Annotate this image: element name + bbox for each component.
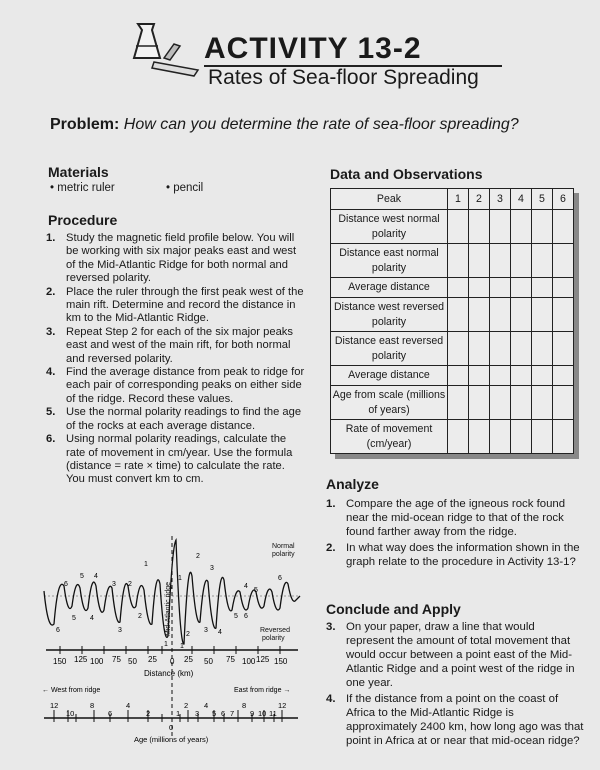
answer-cell[interactable] xyxy=(490,298,511,332)
distance-tick-label: 25 xyxy=(148,655,157,664)
answer-cell[interactable] xyxy=(490,278,511,298)
age-tick-label: 12 xyxy=(50,701,59,710)
table-row xyxy=(331,244,574,278)
problem-statement xyxy=(50,116,519,134)
question-item: 1. Compare the age of the igneous rock found near the mid-ocean ridge to that of the rock found farther away from the ridge. xyxy=(326,498,566,538)
peak-label: 6 xyxy=(64,581,68,588)
distance-tick-label: 50 xyxy=(128,657,137,666)
peak-label: 2 xyxy=(138,613,142,620)
age-tick-label: 7 xyxy=(230,709,235,718)
age-tick-label: 12 xyxy=(278,701,287,710)
materials-heading: Materials xyxy=(48,164,109,180)
procedure-step: 2. Place the ruler through the first peak west of the main rift. Determine and record the distance in km to the Mid-Atlantic Ridge. xyxy=(46,285,304,325)
answer-cell[interactable] xyxy=(490,366,511,386)
row-label: Distance east reversed polarity xyxy=(331,332,448,366)
peak-label: 6 xyxy=(244,613,248,620)
row-label: Distance west normal polarity xyxy=(331,210,448,244)
answer-cell[interactable] xyxy=(553,278,574,298)
peak-label: 4 xyxy=(244,583,248,590)
answer-cell[interactable] xyxy=(553,244,574,278)
answer-cell[interactable] xyxy=(553,210,574,244)
age-tick-label: 0 xyxy=(169,723,174,732)
column-header: 5 xyxy=(532,189,553,210)
procedure-steps xyxy=(46,232,306,487)
data-heading: Data and Observations xyxy=(330,166,483,182)
peak-label: 3 xyxy=(118,627,122,634)
age-ticks xyxy=(54,710,282,722)
table-row xyxy=(331,386,574,420)
answer-cell[interactable] xyxy=(511,386,532,420)
answer-cell[interactable] xyxy=(532,420,553,454)
answer-cell[interactable] xyxy=(469,386,490,420)
answer-cell[interactable] xyxy=(553,366,574,386)
procedure-step: 1. Study the magnetic field profile below. You will be working with six major peaks east and west of the Mid-Atlantic Ridge for both normal and reversed polarity. xyxy=(46,232,297,285)
answer-cell[interactable] xyxy=(511,278,532,298)
answer-cell[interactable] xyxy=(448,366,469,386)
flask-icon xyxy=(124,18,204,82)
normal-label: polarity xyxy=(272,551,295,558)
materials-item: • metric ruler xyxy=(50,182,115,194)
peak-label: 3 xyxy=(204,627,208,634)
distance-tick-label: 100 xyxy=(242,657,256,666)
row-label: Distance east normal polarity xyxy=(331,244,448,278)
procedure-step: 6. Using normal polarity readings, calculate the rate of movement in cm/year. Use the formula (distance = rate × time) to calculate the rate. You must convert km to cm. xyxy=(46,433,293,486)
answer-cell[interactable] xyxy=(469,332,490,366)
answer-cell[interactable] xyxy=(511,298,532,332)
column-header: 4 xyxy=(511,189,532,210)
peak-label: 1 xyxy=(144,561,148,568)
peak-label: 4 xyxy=(218,629,222,636)
distance-tick-label: 25 xyxy=(184,655,193,664)
answer-cell[interactable] xyxy=(448,210,469,244)
problem-label: Problem: xyxy=(50,116,120,133)
table-row xyxy=(331,366,574,386)
answer-cell[interactable] xyxy=(553,332,574,366)
answer-cell[interactable] xyxy=(448,420,469,454)
answer-cell[interactable] xyxy=(532,386,553,420)
age-tick-label: 11 xyxy=(269,709,277,718)
problem-text: How can you determine the rate of sea-floor spreading? xyxy=(123,116,519,133)
peak-label: 5 xyxy=(234,613,238,620)
peak-header: Peak xyxy=(331,189,448,210)
reversed-label: polarity xyxy=(262,635,285,642)
answer-cell[interactable] xyxy=(511,244,532,278)
row-label: Average distance xyxy=(331,366,448,386)
age-tick-label: 6 xyxy=(108,709,113,718)
answer-cell[interactable] xyxy=(448,278,469,298)
peak-label: 5 xyxy=(80,573,84,580)
answer-cell[interactable] xyxy=(511,420,532,454)
answer-cell[interactable] xyxy=(490,386,511,420)
answer-cell[interactable] xyxy=(448,298,469,332)
table-header-row xyxy=(331,189,574,210)
column-header: 2 xyxy=(469,189,490,210)
answer-cell[interactable] xyxy=(469,244,490,278)
row-label: Average distance xyxy=(331,278,448,298)
procedure-step: 3. Repeat Step 2 for each of the six major peaks east and west of the main rift, for both normal and reversed polarity. xyxy=(46,325,293,365)
age-tick-label: 9 xyxy=(250,709,255,718)
question-item: 4. If the distance from a point on the coast of Africa to the Mid-Atlantic Ridge is approximately 2400 km, how long ago was that point in Africa at or near that mid-ocean ridge? xyxy=(326,693,584,747)
row-label: Rate of movement (cm/year) xyxy=(331,420,448,454)
procedure-step: 5. Use the normal polarity readings to find the age of the rocks at each average distance. xyxy=(46,406,302,432)
age-tick-label: 1 xyxy=(176,709,181,718)
reversed-label: Reversed xyxy=(260,627,290,634)
magnetic-profile-graph xyxy=(38,536,308,748)
materials-item: • pencil xyxy=(165,182,204,194)
answer-cell[interactable] xyxy=(532,332,553,366)
column-header: 3 xyxy=(490,189,511,210)
activity-title: ACTIVITY 13-2 xyxy=(204,32,422,65)
conclude-heading: Conclude and Apply xyxy=(326,601,461,617)
age-tick-label: 2 xyxy=(184,701,189,710)
age-axis-label: Age (millions of years) xyxy=(134,735,209,744)
answer-cell[interactable] xyxy=(553,420,574,454)
peak-label: 1 xyxy=(164,641,168,648)
answer-cell[interactable] xyxy=(490,210,511,244)
answer-cell[interactable] xyxy=(448,244,469,278)
peak-label: 1 xyxy=(180,643,184,650)
question-item: 2. In what way does the information shown in the graph relate to the procedure in Activity 13-1? xyxy=(326,542,580,568)
answer-cell[interactable] xyxy=(532,244,553,278)
distance-tick-label: 75 xyxy=(112,655,121,664)
age-tick-label: 8 xyxy=(90,701,95,710)
distance-axis-label: Distance (km) xyxy=(144,669,194,678)
answer-cell[interactable] xyxy=(532,210,553,244)
peak-label: 4 xyxy=(90,615,94,622)
west-label: ← West from ridge xyxy=(42,687,101,694)
data-table xyxy=(330,188,574,454)
answer-cell[interactable] xyxy=(511,366,532,386)
distance-tick-label: 150 xyxy=(53,657,67,666)
answer-cell[interactable] xyxy=(532,366,553,386)
answer-cell[interactable] xyxy=(469,298,490,332)
distance-tick-label: 50 xyxy=(204,657,213,666)
normal-label: Normal xyxy=(272,543,295,550)
answer-cell[interactable] xyxy=(469,278,490,298)
answer-cell[interactable] xyxy=(532,298,553,332)
distance-tick-label: 100 xyxy=(90,657,104,666)
peak-label: 5 xyxy=(254,587,258,594)
distance-tick-label: 0 xyxy=(170,657,175,666)
distance-tick-label: 125 xyxy=(256,655,270,664)
peak-label: 3 xyxy=(210,565,214,572)
materials-list xyxy=(50,182,251,194)
row-label: Age from scale (millions of years) xyxy=(331,386,448,420)
age-tick-label: 5 xyxy=(212,709,217,718)
procedure-step: 4. Find the average distance from peak to ridge for each pair of corresponding peaks on either side of the ridge. Record these values. xyxy=(46,366,305,405)
row-label: Distance west reversed polarity xyxy=(331,298,448,332)
answer-cell[interactable] xyxy=(490,420,511,454)
peak-label: 3 xyxy=(112,581,116,588)
distance-tick-label: 125 xyxy=(74,655,88,664)
answer-cell[interactable] xyxy=(511,332,532,366)
table-row xyxy=(331,278,574,298)
answer-cell[interactable] xyxy=(469,210,490,244)
answer-cell[interactable] xyxy=(469,420,490,454)
peak-label: 6 xyxy=(56,627,60,634)
activity-subtitle: Rates of Sea-floor Spreading xyxy=(208,66,479,89)
answer-cell[interactable] xyxy=(553,386,574,420)
peak-label: 2 xyxy=(186,631,190,638)
column-header: 6 xyxy=(553,189,574,210)
age-tick-label: 4 xyxy=(126,701,131,710)
conclude-questions xyxy=(326,620,584,750)
peak-label: 2 xyxy=(128,581,132,588)
age-tick-label: 8 xyxy=(242,701,247,710)
procedure-heading: Procedure xyxy=(48,212,118,228)
peak-label: 4 xyxy=(94,573,98,580)
age-tick-label: 4 xyxy=(204,701,209,710)
answer-cell[interactable] xyxy=(553,298,574,332)
ridge-label: Mid-Atlantic ridge xyxy=(165,581,172,636)
answer-cell[interactable] xyxy=(469,366,490,386)
age-tick-label: 2 xyxy=(146,709,151,718)
age-tick-label: 3 xyxy=(195,709,200,718)
answer-cell[interactable] xyxy=(490,332,511,366)
age-tick-label: 10 xyxy=(258,709,267,718)
answer-cell[interactable] xyxy=(448,332,469,366)
peak-label: 2 xyxy=(196,553,200,560)
answer-cell[interactable] xyxy=(511,210,532,244)
analyze-questions xyxy=(326,497,584,571)
column-header: 1 xyxy=(448,189,469,210)
table-row xyxy=(331,210,574,244)
answer-cell[interactable] xyxy=(448,386,469,420)
age-tick-label: 10 xyxy=(66,709,75,718)
answer-cell[interactable] xyxy=(532,278,553,298)
distance-tick-label: 150 xyxy=(274,657,288,666)
peak-label: 6 xyxy=(278,575,282,582)
distance-tick-label: 75 xyxy=(226,655,235,664)
analyze-heading: Analyze xyxy=(326,476,379,492)
answer-cell[interactable] xyxy=(490,244,511,278)
peak-label: 5 xyxy=(72,615,76,622)
age-tick-label: 6 xyxy=(221,709,226,718)
peak-label: 1 xyxy=(178,575,182,582)
table-row xyxy=(331,298,574,332)
question-item: 3. On your paper, draw a line that would represent the amount of total movement that would occur between a point east of the Mid-Atlantic Ridge and a point west of the ridge in one year. xyxy=(326,621,575,689)
east-label: East from ridge → xyxy=(234,687,291,694)
table-row xyxy=(331,332,574,366)
table-row xyxy=(331,420,574,454)
